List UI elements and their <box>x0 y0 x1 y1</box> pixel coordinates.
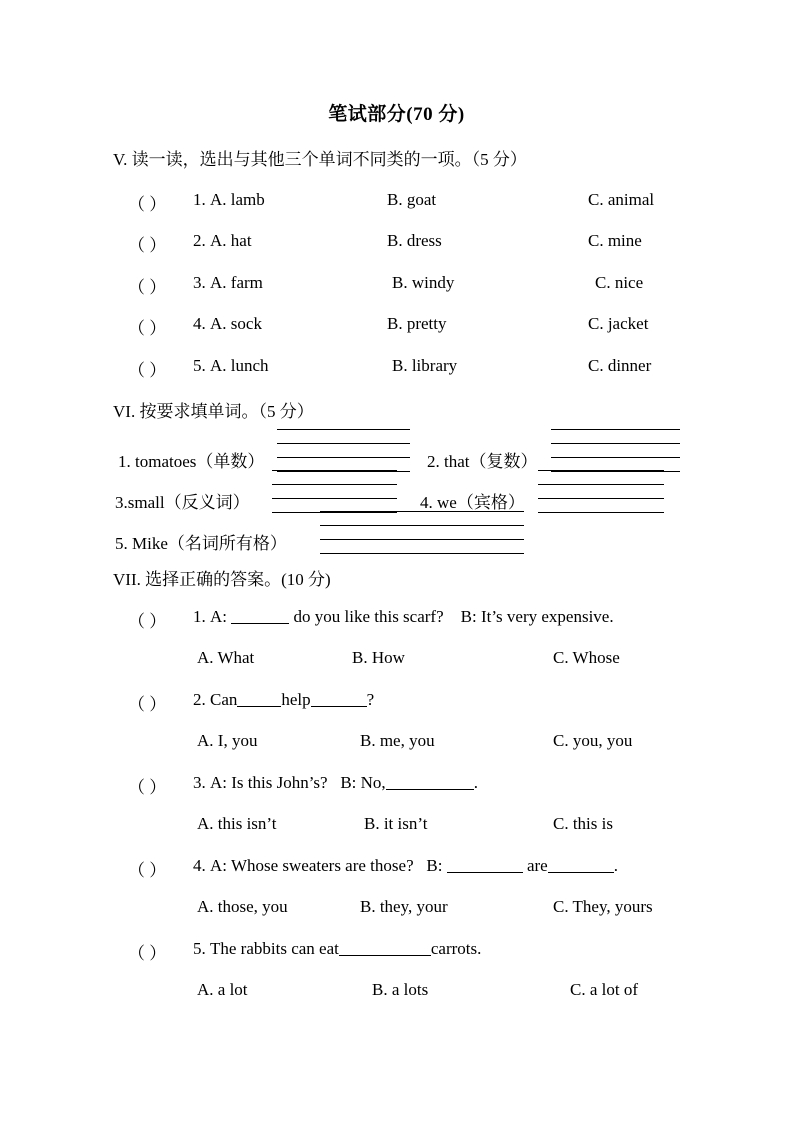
answer-bracket-vii-4[interactable]: （ ） <box>128 861 167 880</box>
stem-before-vii-2: Can <box>210 690 238 710</box>
option-b-v-4: B. pretty <box>387 314 447 333</box>
option-a-label-v-3: A. farm <box>210 273 263 292</box>
option-c-vii-2: C. you, you <box>553 731 633 750</box>
option-b-v-5: B. library <box>392 356 458 375</box>
option-b-vii-1: B. How <box>352 648 405 667</box>
question-stem-vii-4 <box>193 856 618 876</box>
answer-bracket-v-5[interactable]: （ ） <box>128 361 167 380</box>
item-number-v-4: 4. <box>193 314 206 333</box>
stem-mid-vii-2: help <box>281 690 311 710</box>
stem-after-vii-2: ? <box>366 690 375 710</box>
option-b-v-2: B. dress <box>387 231 442 250</box>
option-c-vii-3: C. this is <box>553 814 613 833</box>
vi-item-5-label: 5. Mike（名词所有格） <box>115 534 287 553</box>
question-stem-vii-5 <box>193 939 481 959</box>
stem-before-vii-5: The rabbits can eat <box>210 939 339 959</box>
answer-bracket-v-3[interactable]: （ ） <box>128 278 167 297</box>
option-c-v-1: C. animal <box>588 190 655 209</box>
item-number-v-3: 3. <box>193 273 206 292</box>
item-number-vii-1: 1. <box>193 607 206 627</box>
option-c-v-4: C. jacket <box>588 314 649 333</box>
option-a-v-4 <box>193 314 262 334</box>
writing-rule-vi-2[interactable] <box>551 429 680 471</box>
option-a-v-5 <box>193 356 269 376</box>
fill-blank-vii-2b[interactable] <box>311 690 367 707</box>
fill-blank-vii-3[interactable] <box>386 773 474 790</box>
answer-bracket-vii-3[interactable]: （ ） <box>128 778 167 797</box>
item-number-vii-3: 3. <box>193 773 206 793</box>
vi-item-4-label: 4. we（宾格） <box>420 493 525 512</box>
stem-before-vii-4: A: Whose sweaters are those? <box>210 856 414 876</box>
section-vi-heading: VI. 按要求填单词。（5 分） <box>113 402 314 421</box>
option-a-vii-4: A. those, you <box>197 897 288 916</box>
stem-before-vii-1: A: <box>210 607 232 627</box>
vi-item-3-label: 3.small（反义词） <box>115 493 250 512</box>
section-v-heading: V. 读一读，选出与其他三个单词不同类的一项。（5 分） <box>113 150 527 169</box>
option-a-vii-5: A. a lot <box>197 980 248 999</box>
stem-mid-vii-3: B: No, <box>340 773 386 793</box>
writing-rule-vi-4[interactable] <box>538 470 664 512</box>
stem-after-vii-3: . <box>473 773 478 793</box>
option-b-v-3: B. windy <box>392 273 455 292</box>
answer-bracket-vii-1[interactable]: （ ） <box>128 612 167 631</box>
item-number-vii-2: 2. <box>193 690 206 710</box>
option-b-vii-4: B. they, your <box>360 897 448 916</box>
answer-bracket-vii-5[interactable]: （ ） <box>128 944 167 963</box>
option-a-label-v-2: A. hat <box>210 231 252 250</box>
item-number-vii-4: 4. <box>193 856 206 876</box>
option-a-v-3 <box>193 273 263 293</box>
item-number-v-5: 5. <box>193 356 206 375</box>
option-b-vii-2: B. me, you <box>360 731 435 750</box>
option-c-vii-1: C. Whose <box>553 648 620 667</box>
fill-blank-vii-4a[interactable] <box>447 856 523 873</box>
stem-after-vii-5: carrots. <box>430 939 482 959</box>
page-title: 笔试部分(70 分) <box>328 104 465 125</box>
option-b-vii-3: B. it isn’t <box>364 814 428 833</box>
writing-rule-vi-1[interactable] <box>277 429 410 471</box>
fill-blank-vii-1[interactable] <box>231 607 289 624</box>
option-a-label-v-4: A. sock <box>210 314 262 333</box>
fill-blank-vii-2a[interactable] <box>237 690 281 707</box>
answer-bracket-v-4[interactable]: （ ） <box>128 319 167 338</box>
stem-after-vii-4: are <box>526 856 548 876</box>
writing-rule-vi-3[interactable] <box>272 470 397 512</box>
answer-bracket-vii-2[interactable]: （ ） <box>128 695 167 714</box>
option-c-v-3: C. nice <box>595 273 644 292</box>
question-stem-vii-2 <box>193 690 374 710</box>
stem-tail-vii-4: . <box>613 856 618 876</box>
fill-blank-vii-5[interactable] <box>339 939 431 956</box>
option-a-vii-1: A. What <box>197 648 255 667</box>
option-a-vii-2: A. I, you <box>197 731 258 750</box>
option-a-label-v-5: A. lunch <box>210 356 269 375</box>
item-number-v-2: 2. <box>193 231 206 250</box>
option-a-v-1 <box>193 190 265 210</box>
option-a-vii-3: A. this isn’t <box>197 814 277 833</box>
option-c-vii-4: C. They, yours <box>553 897 653 916</box>
option-b-vii-5: B. a lots <box>372 980 429 999</box>
question-stem-vii-1 <box>193 607 614 627</box>
option-b-v-1: B. goat <box>387 190 437 209</box>
question-stem-vii-3 <box>193 773 478 793</box>
stem-tail-vii-1: B: It’s very expensive. <box>460 607 614 627</box>
answer-bracket-v-1[interactable]: （ ） <box>128 195 167 214</box>
writing-rule-vi-5[interactable] <box>320 511 524 553</box>
stem-after-vii-1: do you like this scarf? <box>289 607 444 627</box>
fill-blank-vii-4b[interactable] <box>548 856 614 873</box>
vi-item-2-label: 2. that（复数） <box>427 452 538 471</box>
answer-bracket-v-2[interactable]: （ ） <box>128 236 167 255</box>
item-number-v-1: 1. <box>193 190 206 209</box>
option-c-vii-5: C. a lot of <box>570 980 638 999</box>
stem-mid-vii-4: B: <box>426 856 443 876</box>
section-vii-heading: VII. 选择正确的答案。(10 分) <box>113 570 331 589</box>
option-c-v-5: C. dinner <box>588 356 652 375</box>
option-a-label-v-1: A. lamb <box>210 190 265 209</box>
item-number-vii-5: 5. <box>193 939 206 959</box>
option-a-v-2 <box>193 231 252 251</box>
option-c-v-2: C. mine <box>588 231 642 250</box>
stem-before-vii-3: A: Is this John’s? <box>210 773 328 793</box>
vi-item-1-label: 1. tomatoes（单数） <box>118 452 265 471</box>
